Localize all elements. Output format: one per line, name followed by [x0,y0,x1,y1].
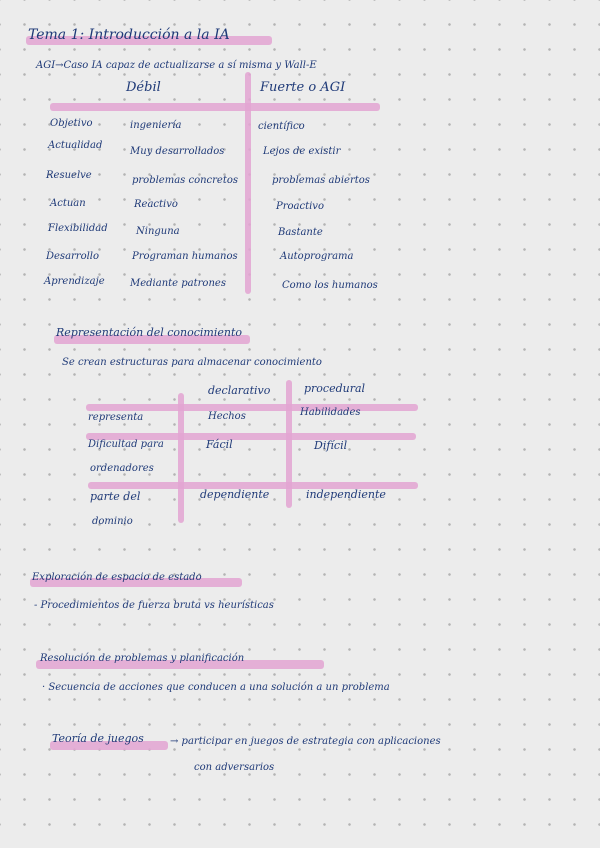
knowledge-table-divider-1 [178,393,184,523]
row-weak-actualidad: Muy desarrollados [130,146,225,157]
page-title: Tema 1: Introducción a la IA [28,27,230,43]
row-label-desarrollo: Desarrollo [46,251,100,262]
row-label-resuelve: Resuelve [46,170,92,181]
krow-label-dificultad-2: ordenadores [90,463,154,474]
row-strong-objetivo: científico [258,121,305,132]
knowledge-table-line-1 [86,404,418,411]
row-label-actualidad: Actualidad [48,140,103,151]
krow-decl-dificultad: Fácil [206,438,233,451]
row-label-flexibilidad: Flexibilidad [48,223,108,234]
row-weak-aprendizaje: Mediante patrones [130,278,226,289]
exploracion-bullet: - Procedimientos de fuerza bruta vs heurísticas [34,600,274,611]
row-weak-desarrollo: Programan humanos [132,251,238,262]
krow-label-parte: parte del [90,490,141,503]
row-strong-actualidad: Lejos de existir [263,146,341,157]
section-title-resolucion: Resolución de problemas y planificación [40,653,245,664]
row-strong-actuan: Proactivo [276,201,324,212]
row-strong-desarrollo: Autoprograma [280,251,354,262]
table-column-divider [245,72,251,294]
table-header-line [50,103,380,111]
row-strong-resuelve: problemas abiertos [272,175,370,186]
juegos-text-2: con adversarios [194,762,275,773]
krow-label-dificultad: Dificultad para [88,439,164,450]
section-title-exploracion: Exploración de espacio de estado [32,572,202,583]
row-label-actuan: Actuan [50,198,86,209]
column-header-procedural: procedural [304,382,366,395]
row-label-aprendizaje: Aprendizaje [44,276,105,287]
krow-proc-dificultad: Difícil [314,439,348,452]
krow-proc-representa: Habilidades [300,407,361,418]
column-header-declarativo: declarativo [208,384,271,397]
row-weak-objetivo: ingeniería [130,120,182,131]
knowledge-table-divider-2 [286,380,292,508]
row-weak-resuelve: problemas concretos [132,175,239,186]
krow-label-representa: representa [88,412,144,423]
krow-label-parte-2: dominio [92,516,133,527]
representacion-intro: Se crean estructuras para almacenar conocimiento [62,357,322,368]
section-title-representacion: Representación del conocimiento [56,326,243,339]
row-strong-aprendizaje: Como los humanos [282,280,378,291]
juegos-text: → participar en juegos de estrategia con aplicaciones [170,736,441,747]
section-title-juegos: Teoría de juegos [52,732,144,745]
krow-decl-representa: Hechos [208,411,246,422]
row-weak-flexibilidad: Ninguna [136,226,180,237]
row-label-objetivo: Objetivo [50,118,93,129]
krow-decl-parte: dependiente [200,488,270,501]
row-strong-flexibilidad: Bastante [278,227,323,238]
row-weak-actuan: Reactivo [134,199,178,210]
resolucion-bullet: · Secuencia de acciones que conducen a una solución a un problema [42,682,390,693]
column-header-weak: Débil [126,80,161,95]
column-header-strong: Fuerte o AGI [260,80,346,95]
agi-note: AGI→Caso IA capaz de actualizarse a sí misma y Wall-E [36,60,317,71]
krow-proc-parte: independiente [306,488,386,501]
